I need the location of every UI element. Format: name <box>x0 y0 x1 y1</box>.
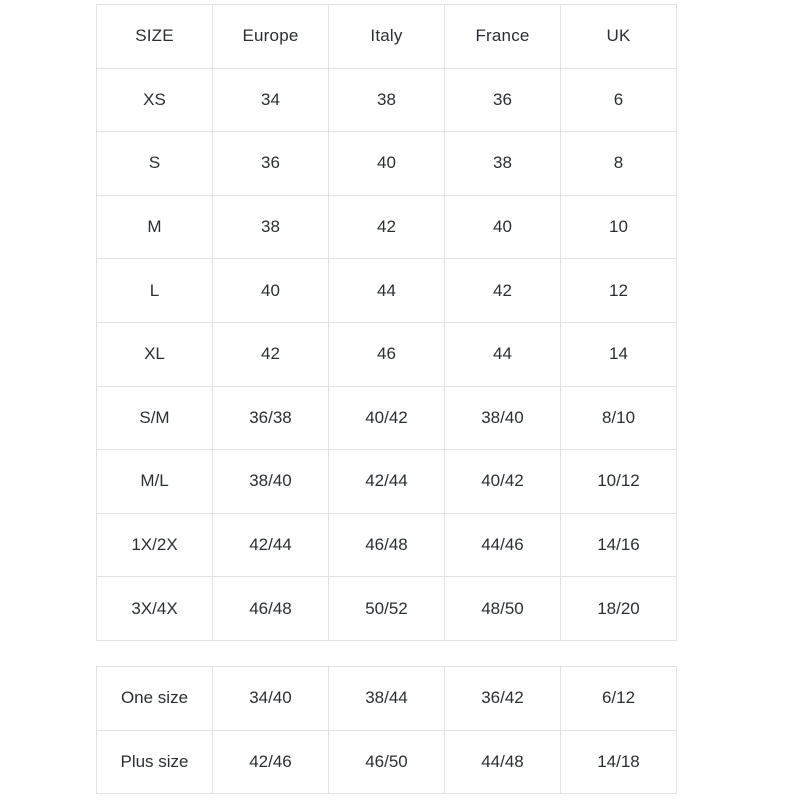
row-label: XL <box>97 322 213 386</box>
cell-europe: 36 <box>213 132 329 196</box>
cell-europe: 38 <box>213 195 329 259</box>
cell-france: 42 <box>445 259 561 323</box>
table-row <box>97 513 677 577</box>
cell-uk: 14 <box>561 322 677 386</box>
cell-europe: 42/46 <box>213 730 329 794</box>
table-body <box>97 667 677 794</box>
table-header <box>97 5 677 69</box>
cell-france: 44/46 <box>445 513 561 577</box>
cell-italy: 42 <box>329 195 445 259</box>
cell-europe: 46/48 <box>213 577 329 641</box>
cell-uk: 14/18 <box>561 730 677 794</box>
row-label: L <box>97 259 213 323</box>
cell-europe: 42 <box>213 322 329 386</box>
size-conversion-table-container <box>96 4 676 641</box>
table-row <box>97 68 677 132</box>
table-row <box>97 730 677 794</box>
cell-italy: 40/42 <box>329 386 445 450</box>
table-row <box>97 259 677 323</box>
size-conversion-table <box>96 4 677 641</box>
row-label: 1X/2X <box>97 513 213 577</box>
table-row <box>97 386 677 450</box>
row-label: M <box>97 195 213 259</box>
cell-europe: 42/44 <box>213 513 329 577</box>
cell-italy: 44 <box>329 259 445 323</box>
table-row <box>97 322 677 386</box>
column-header-uk: UK <box>561 5 677 69</box>
cell-uk: 10 <box>561 195 677 259</box>
cell-europe: 40 <box>213 259 329 323</box>
table-row <box>97 132 677 196</box>
cell-france: 36/42 <box>445 667 561 731</box>
cell-europe: 34 <box>213 68 329 132</box>
column-header-italy: Italy <box>329 5 445 69</box>
column-header-europe: Europe <box>213 5 329 69</box>
cell-italy: 46 <box>329 322 445 386</box>
cell-europe: 36/38 <box>213 386 329 450</box>
cell-uk: 12 <box>561 259 677 323</box>
column-header-france: France <box>445 5 561 69</box>
cell-europe: 38/40 <box>213 450 329 514</box>
table-header-row <box>97 5 677 69</box>
onesize-plussize-table <box>96 666 677 794</box>
cell-france: 44 <box>445 322 561 386</box>
cell-uk: 8 <box>561 132 677 196</box>
cell-france: 38/40 <box>445 386 561 450</box>
row-label-plus-size: Plus size <box>97 730 213 794</box>
table-body <box>97 68 677 640</box>
table-row <box>97 577 677 641</box>
cell-uk: 14/16 <box>561 513 677 577</box>
cell-uk: 18/20 <box>561 577 677 641</box>
row-label-one-size: One size <box>97 667 213 731</box>
onesize-plussize-table-container <box>96 666 676 794</box>
cell-italy: 42/44 <box>329 450 445 514</box>
row-label: S/M <box>97 386 213 450</box>
row-label: XS <box>97 68 213 132</box>
column-header-size: SIZE <box>97 5 213 69</box>
row-label: 3X/4X <box>97 577 213 641</box>
cell-italy: 38/44 <box>329 667 445 731</box>
cell-italy: 38 <box>329 68 445 132</box>
cell-italy: 50/52 <box>329 577 445 641</box>
table-row <box>97 667 677 731</box>
cell-france: 38 <box>445 132 561 196</box>
cell-uk: 6 <box>561 68 677 132</box>
row-label: M/L <box>97 450 213 514</box>
cell-italy: 40 <box>329 132 445 196</box>
cell-europe: 34/40 <box>213 667 329 731</box>
cell-uk: 10/12 <box>561 450 677 514</box>
cell-france: 40/42 <box>445 450 561 514</box>
cell-france: 48/50 <box>445 577 561 641</box>
cell-uk: 8/10 <box>561 386 677 450</box>
cell-italy: 46/48 <box>329 513 445 577</box>
cell-italy: 46/50 <box>329 730 445 794</box>
table-row <box>97 450 677 514</box>
cell-uk: 6/12 <box>561 667 677 731</box>
row-label: S <box>97 132 213 196</box>
cell-france: 44/48 <box>445 730 561 794</box>
table-row <box>97 195 677 259</box>
cell-france: 36 <box>445 68 561 132</box>
cell-france: 40 <box>445 195 561 259</box>
